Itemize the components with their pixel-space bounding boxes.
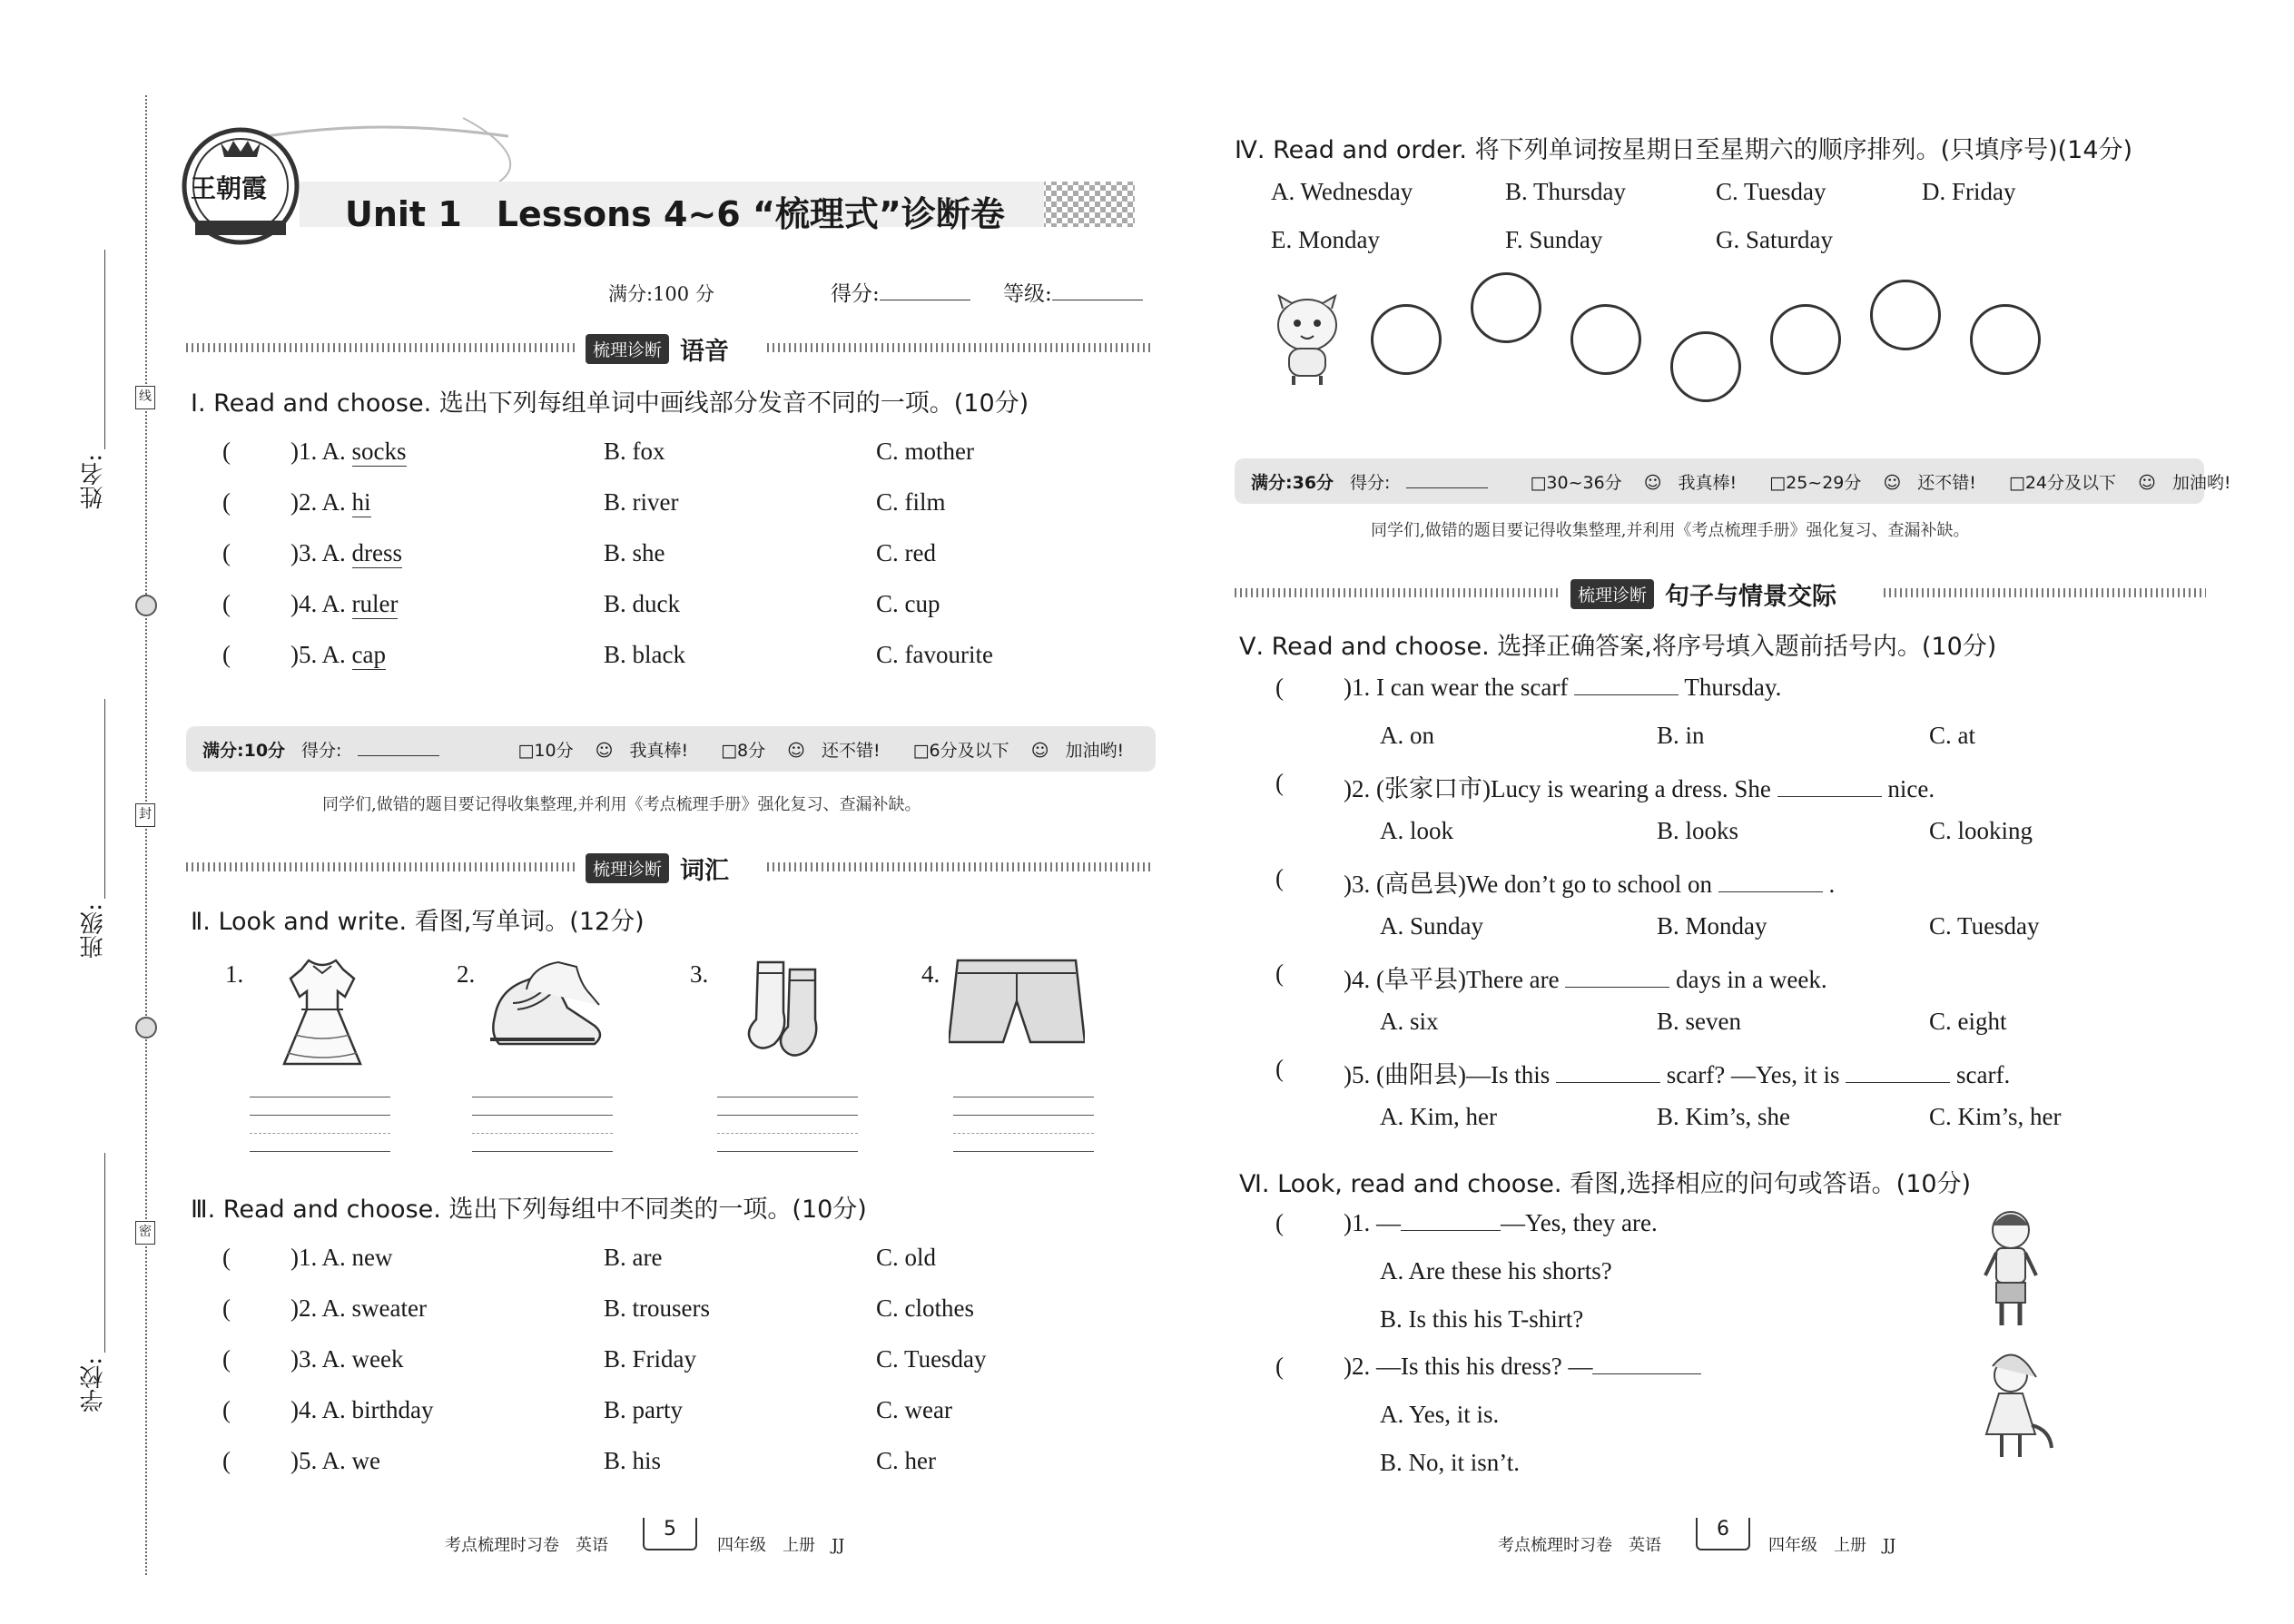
- q1-option-a-word: ruler: [351, 590, 399, 617]
- answer-blank[interactable]: [1592, 1353, 1701, 1374]
- q1-option-a: [290, 488, 371, 517]
- q6-item-2-b: B. No, it isn’t.: [1380, 1449, 1521, 1476]
- smiley-icon: ☺: [1883, 472, 1902, 493]
- q2-num-3: 3.: [690, 960, 709, 988]
- q6-paren[interactable]: (: [1275, 1353, 1284, 1380]
- q3-option-c: C. clothes: [876, 1294, 974, 1322]
- score-bar-full: 满分:36分: [1251, 472, 1334, 493]
- sneakers-picture: [486, 953, 608, 1058]
- q4-weekday-option: G. Saturday: [1716, 226, 1833, 253]
- rating-option-2[interactable]: □8分: [721, 740, 766, 761]
- q3-option-b: B. party: [604, 1396, 683, 1423]
- q5-sentence-pre: )5. (曲阳县)—Is this: [1344, 1061, 1551, 1088]
- rating-option-1[interactable]: □10分: [517, 740, 574, 761]
- socks-picture: [740, 953, 840, 1062]
- page-number-6: [1696, 1518, 1750, 1550]
- q5-option-b: B. seven: [1657, 1008, 1741, 1035]
- smiley-icon: ☺: [1030, 740, 1049, 761]
- q4-weekday-option: B. Thursday: [1505, 178, 1626, 205]
- writing-line[interactable]: [472, 1115, 613, 1116]
- section-header-phonics: [586, 331, 729, 367]
- writing-line[interactable]: [953, 1133, 1094, 1134]
- answer-paren[interactable]: (: [222, 1396, 231, 1423]
- q4-weekday-option: E. Monday: [1271, 226, 1380, 253]
- binding-dotted-line: [145, 95, 147, 1575]
- q6-item-1-pre: )1. —: [1344, 1209, 1401, 1236]
- writing-line[interactable]: [717, 1151, 858, 1152]
- rating-option-3[interactable]: □6分及以下: [912, 740, 1009, 761]
- q1-option-c: C. favourite: [876, 641, 993, 668]
- answer-paren[interactable]: (: [222, 1244, 231, 1271]
- q1-option-a-word: hi: [351, 488, 371, 516]
- writing-line[interactable]: [717, 1115, 858, 1116]
- q1-item-number: )1. A.: [290, 438, 352, 465]
- q4-weekday-option: C. Tuesday: [1716, 178, 1826, 205]
- q6-item-2-pre: )2. —Is this his dress? —: [1344, 1353, 1593, 1380]
- q5-option-b: B. in: [1657, 722, 1705, 749]
- score-bar: [1235, 458, 2231, 504]
- seal-mark-3: 密: [135, 1221, 155, 1245]
- score-bar-full: 满分:10分: [202, 740, 286, 761]
- writing-line[interactable]: [717, 1133, 858, 1134]
- order-circle-1[interactable]: [1371, 304, 1442, 375]
- q4-weekday-option: A. Wednesday: [1271, 178, 1413, 205]
- writing-line[interactable]: [953, 1115, 1094, 1116]
- answer-blank[interactable]: [1777, 776, 1882, 797]
- section-title: 词汇: [680, 857, 730, 885]
- q1-option-a: [290, 438, 407, 467]
- answer-paren[interactable]: (: [222, 641, 231, 668]
- q3-option-b: B. trousers: [604, 1294, 710, 1322]
- review-note: 同学们,做错的题目要记得收集整理,并利用《考点梳理手册》强化复习、查漏补缺。: [1371, 521, 1970, 540]
- q5-sentence-pre: )4. (阜平县)There are: [1344, 966, 1560, 993]
- q2-num-2: 2.: [457, 960, 476, 988]
- q1-option-b: B. fox: [604, 438, 665, 465]
- answer-blank[interactable]: [1846, 1062, 1950, 1083]
- smiley-icon: ☺: [2138, 472, 2156, 493]
- girl-picture: [1970, 1353, 2056, 1471]
- smiley-icon: ☺: [787, 740, 805, 761]
- writing-line[interactable]: [472, 1133, 613, 1134]
- section-divider: [186, 862, 576, 871]
- seal-mark-1: 线: [135, 386, 155, 409]
- footer-right-grade: 四年级 上册 JJ: [1768, 1536, 1896, 1555]
- q5-sentence: [1344, 1055, 2010, 1090]
- q1-option-a-word: cap: [351, 641, 386, 668]
- score-bar-got-label: 得分:: [301, 740, 342, 761]
- q6-item-1-post: —Yes, they are.: [1501, 1209, 1658, 1236]
- section-divider: [767, 343, 1153, 352]
- answer-paren[interactable]: (: [222, 539, 231, 566]
- section-divider: [186, 343, 576, 352]
- q1-option-a-word: socks: [351, 438, 407, 465]
- q6-item-1-a: A. Are these his shorts?: [1380, 1257, 1612, 1284]
- section-title: 语音: [680, 338, 730, 366]
- answer-paren[interactable]: (: [222, 1447, 231, 1474]
- rating-text-1: 我真棒!: [629, 740, 689, 761]
- q1-option-b: B. she: [604, 539, 665, 566]
- q2-heading: Ⅱ. Look and write. 看图,写单词。(12分): [191, 908, 645, 936]
- answer-paren[interactable]: (: [1275, 864, 1284, 891]
- score-bar-got-label: 得分:: [1350, 472, 1391, 493]
- smiley-icon: ☺: [1643, 472, 1662, 493]
- q6-item-1-b: B. Is this his T-shirt?: [1380, 1305, 1584, 1333]
- cartoon-cat-picture: [1266, 290, 1348, 390]
- q1-option-b: B. river: [604, 488, 679, 516]
- q5-sentence-post: nice.: [1887, 775, 1935, 802]
- q3-option-a: )5. A. we: [290, 1447, 380, 1474]
- q1-option-c: C. mother: [876, 438, 974, 465]
- q1-option-c: C. cup: [876, 590, 940, 617]
- q1-option-a: [290, 641, 386, 670]
- q3-option-a: )1. A. new: [290, 1244, 393, 1271]
- score-label: 得分:: [831, 282, 880, 306]
- q4-weekday-option: F. Sunday: [1505, 226, 1603, 253]
- answer-paren[interactable]: (: [1275, 769, 1284, 796]
- q5-option-a: A. Kim, her: [1380, 1103, 1497, 1130]
- class-blank-line: [104, 699, 105, 899]
- answer-paren[interactable]: (: [1275, 1055, 1284, 1082]
- page-title: Unit 1 Lessons 4~6 “梳理式”诊断卷: [345, 194, 1005, 234]
- answer-paren[interactable]: (: [222, 438, 231, 465]
- q5-sentence: [1344, 674, 1781, 702]
- section-header-sentence: [1570, 576, 1836, 612]
- q5-option-a: A. Sunday: [1380, 912, 1483, 940]
- q3-option-b: B. are: [604, 1244, 663, 1271]
- answer-paren[interactable]: (: [1275, 674, 1284, 701]
- rating-option-2[interactable]: □25~29分: [1769, 472, 1862, 493]
- q1-option-c: C. film: [876, 488, 946, 516]
- q5-option-c: C. Kim’s, her: [1929, 1103, 2062, 1130]
- section-tag: 梳理诊断: [586, 853, 669, 883]
- margin-ornament-icon: [135, 595, 157, 616]
- answer-paren[interactable]: (: [1275, 960, 1284, 987]
- name-label: 姓名:: [80, 454, 107, 509]
- answer-paren[interactable]: (: [222, 1294, 231, 1322]
- q5-option-c: C. eight: [1929, 1008, 2007, 1035]
- rating-option-1[interactable]: □30~36分: [1530, 472, 1622, 493]
- footer-right-text: 考点梳理时习卷 英语: [1498, 1536, 1661, 1555]
- q1-item-number: )2. A.: [290, 488, 352, 516]
- q5-option-b: B. Kim’s, she: [1657, 1103, 1791, 1130]
- page-number-text: 5: [664, 1518, 676, 1540]
- writing-line[interactable]: [472, 1151, 613, 1152]
- q5-sentence: [1344, 769, 1935, 804]
- answer-blank[interactable]: [1401, 1210, 1501, 1231]
- q5-sentence-post: Thursday.: [1684, 674, 1782, 701]
- answer-blank[interactable]: [1574, 674, 1679, 695]
- answer-paren[interactable]: (: [222, 590, 231, 617]
- q3-option-c: C. Tuesday: [876, 1345, 987, 1373]
- section-divider: [1884, 588, 2206, 597]
- q6-paren[interactable]: (: [1275, 1209, 1284, 1236]
- rating-text-2: 还不错!: [821, 740, 881, 761]
- q1-item-number: )5. A.: [290, 641, 352, 668]
- seal-mark-2: 封: [135, 803, 155, 827]
- page-number-text: 6: [1717, 1518, 1729, 1540]
- q5-sentence-mid: scarf? —Yes, it is: [1666, 1061, 1840, 1088]
- rating-option-3[interactable]: □24分及以下: [2008, 472, 2117, 493]
- grade-field[interactable]: [1003, 277, 1143, 307]
- answer-blank[interactable]: [1718, 871, 1823, 892]
- score-bar-got[interactable]: [301, 737, 456, 762]
- name-blank-line: [104, 250, 105, 449]
- review-note: 同学们,做错的题目要记得收集整理,并利用《考点梳理手册》强化复习、查漏补缺。: [322, 795, 921, 814]
- q1-option-c: C. red: [876, 539, 936, 566]
- order-circle-3[interactable]: [1570, 304, 1641, 375]
- q3-option-b: B. his: [604, 1447, 662, 1474]
- school-label: 学校:: [80, 1357, 107, 1412]
- order-circle-5[interactable]: [1770, 304, 1841, 375]
- order-circle-2[interactable]: [1471, 272, 1541, 343]
- q3-option-b: B. Friday: [604, 1345, 697, 1373]
- rating-text-3: 加油哟!: [2171, 472, 2231, 493]
- rating-text-3: 加油哟!: [1065, 740, 1125, 761]
- answer-paren[interactable]: (: [222, 1345, 231, 1373]
- score-bar: [186, 726, 1156, 772]
- q1-option-a-word: dress: [351, 539, 402, 566]
- q5-option-c: C. looking: [1929, 817, 2033, 844]
- q5-sentence-post: scarf.: [1955, 1061, 2011, 1088]
- page-number-5: [643, 1518, 697, 1550]
- footer-left-text: 考点梳理时习卷 英语: [445, 1536, 608, 1555]
- section-tag: 梳理诊断: [1570, 579, 1654, 609]
- order-circle-7[interactable]: [1970, 304, 2041, 375]
- q6-heading: Ⅵ. Look, read and choose. 看图,选择相应的问句或答语。(10分): [1239, 1170, 1972, 1198]
- q5-option-b: B. looks: [1657, 817, 1739, 844]
- q5-sentence-pre: )3. (高邑县)We don’t go to school on: [1344, 871, 1713, 898]
- q5-sentence-pre: )2. (张家口市)Lucy is wearing a dress. She: [1344, 775, 1771, 802]
- footer-left-grade: 四年级 上册 JJ: [717, 1536, 845, 1555]
- q5-sentence-pre: )1. I can wear the scarf: [1344, 674, 1569, 701]
- rating-text-1: 我真棒!: [1678, 472, 1738, 493]
- section-header-vocab: [586, 851, 729, 886]
- order-circle-6[interactable]: [1870, 280, 1941, 350]
- margin-ornament-icon: [135, 1017, 157, 1038]
- section-divider: [767, 862, 1153, 871]
- answer-paren[interactable]: (: [222, 488, 231, 516]
- answer-blank[interactable]: [1556, 1062, 1660, 1083]
- q1-option-b: B. duck: [604, 590, 680, 617]
- section-divider: [1235, 588, 1561, 597]
- class-label: 班级:: [80, 903, 107, 959]
- writing-line[interactable]: [250, 1115, 390, 1116]
- writing-line[interactable]: [250, 1133, 390, 1134]
- q6-item-1: [1344, 1209, 1658, 1237]
- q3-heading: Ⅲ. Read and choose. 选出下列每组中不同类的一项。(10分): [191, 1196, 867, 1224]
- publisher-logo-text: 王朝霞: [191, 173, 268, 203]
- q5-option-c: C. Tuesday: [1929, 912, 2040, 940]
- q4-heading: Ⅳ. Read and order. 将下列单词按星期日至星期六的顺序排列。(只填序号)(14分): [1235, 136, 2133, 164]
- answer-blank[interactable]: [1565, 967, 1669, 988]
- q5-sentence-post: .: [1828, 871, 1836, 898]
- section-title: 句子与情景交际: [1665, 583, 1837, 611]
- q1-item-number: )3. A.: [290, 539, 352, 566]
- order-circle-4[interactable]: [1670, 331, 1741, 402]
- q1-option-a: [290, 590, 398, 619]
- q1-heading: Ⅰ. Read and choose. 选出下列每组单词中画线部分发音不同的一项。(10分): [191, 389, 1029, 418]
- q5-option-a: A. look: [1380, 817, 1453, 844]
- q3-option-a: )3. A. week: [290, 1345, 404, 1373]
- q5-sentence: [1344, 960, 1827, 995]
- q1-item-number: )4. A.: [290, 590, 352, 617]
- school-blank-line: [104, 1153, 105, 1353]
- grade-label: 等级:: [1003, 282, 1052, 306]
- rating-text-2: 还不错!: [1917, 472, 1976, 493]
- q3-option-c: C. her: [876, 1447, 936, 1474]
- q3-option-a: )4. A. birthday: [290, 1396, 434, 1423]
- q5-option-a: A. on: [1380, 722, 1434, 749]
- q5-option-b: B. Monday: [1657, 912, 1767, 940]
- q2-num-4: 4.: [921, 960, 940, 988]
- writing-line[interactable]: [250, 1151, 390, 1152]
- q5-option-a: A. six: [1380, 1008, 1439, 1035]
- q3-option-c: C. old: [876, 1244, 937, 1271]
- q6-item-2: [1344, 1353, 1701, 1381]
- shorts-picture: [949, 953, 1085, 1053]
- q1-option-b: B. black: [604, 641, 685, 668]
- q5-option-c: C. at: [1929, 722, 1975, 749]
- section-tag: 梳理诊断: [586, 334, 669, 364]
- full-score: 满分:100 分: [608, 283, 714, 305]
- smiley-icon: ☺: [595, 740, 614, 761]
- writing-line[interactable]: [953, 1151, 1094, 1152]
- q6-item-2-a: A. Yes, it is.: [1380, 1401, 1500, 1428]
- q5-heading: Ⅴ. Read and choose. 选择正确答案,将序号填入题前括号内。(10分): [1239, 633, 1997, 661]
- score-bar-got[interactable]: [1350, 469, 1504, 494]
- q5-sentence-post: days in a week.: [1676, 966, 1827, 993]
- q4-weekday-option: D. Friday: [1922, 178, 2016, 205]
- score-field[interactable]: [831, 277, 970, 307]
- dress-picture: [268, 953, 377, 1071]
- q5-sentence: [1344, 864, 1835, 900]
- q1-option-a: [290, 539, 402, 568]
- boy-picture: [1974, 1207, 2047, 1334]
- q2-num-1: 1.: [225, 960, 244, 988]
- q3-option-c: C. wear: [876, 1396, 952, 1423]
- q3-option-a: )2. A. sweater: [290, 1294, 427, 1322]
